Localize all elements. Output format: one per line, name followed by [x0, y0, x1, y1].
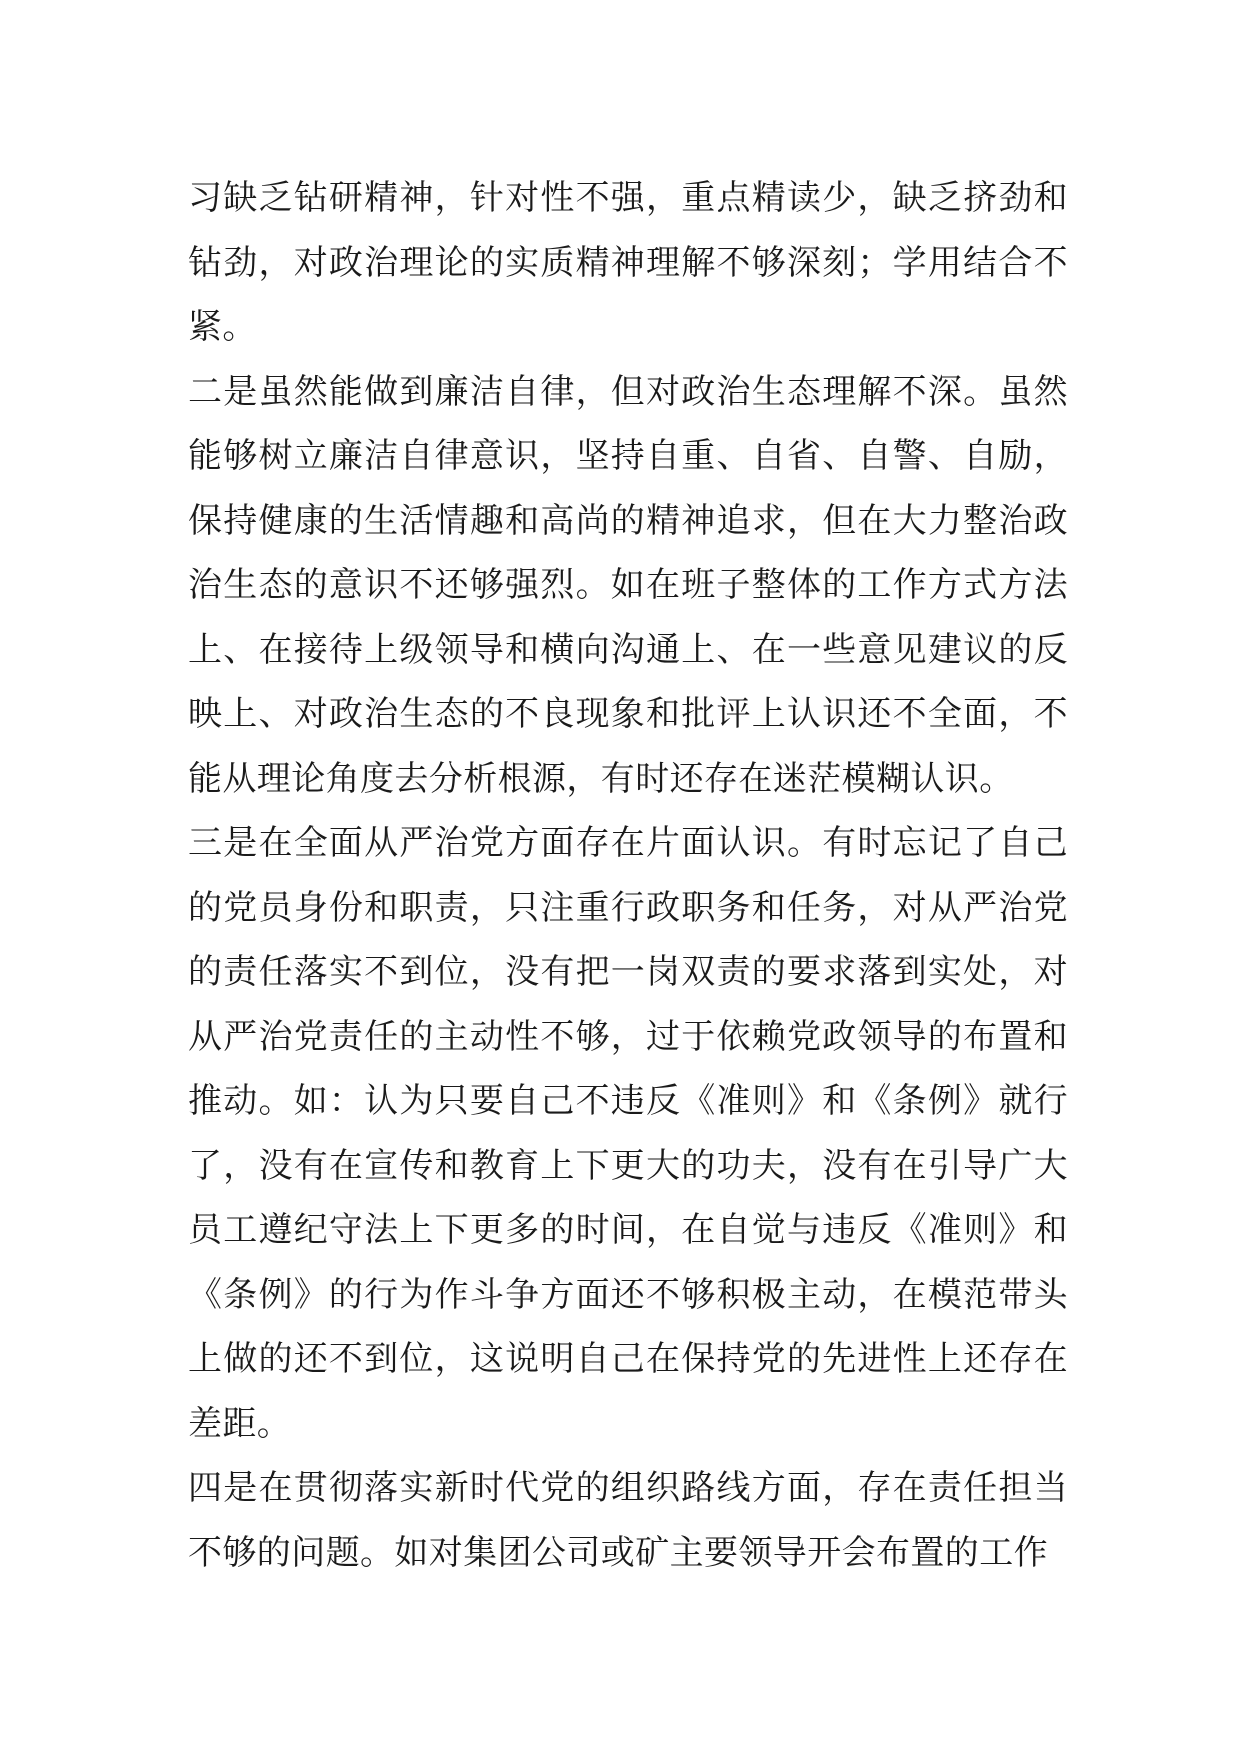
paragraph-organizational-line: 四是在贯彻落实新时代党的组织路线方面，存在责任担当不够的问题。如对集团公司或矿主要领导开会布置的工作	[188, 1468, 1068, 1573]
paragraph-integrity-self-discipline: 二是虽然能做到廉洁自律，但对政治生态理解不深。虽然能够树立廉洁自律意识，坚持自重、自省、自警、自励，保持健康的生活情趣和高尚的精神追求，但在大力整治政治生态的意识不还够强烈。如在班子整体的工作方式方法上、在接待上级领导和横向沟通上、在一些意见建议的反映上、对政治生态的不良现象和批评上认识还不全面，不能从理论角度去分析根源，有时还存在迷茫模糊认识。	[188, 371, 1068, 799]
paragraph-strict-party-governance: 三是在全面从严治党方面存在片面认识。有时忘记了自己的党员身份和职责，只注重行政职务和任务，对从严治党的责任落实不到位，没有把一岗双责的要求落到实处，对从严治党责任的主动性不够，过于依赖党政领导的布置和推动。如：认为只要自己不违反《准则》和《条例》就行了，没有在宣传和教育上下更大的功夫，没有在引导广大员工遵纪守法上下更多的时间，在自觉与违反《准则》和《条例》的行为作斗争方面还不够积极主动，在模范带头上做的还不到位，这说明自己在保持党的先进性上还存在差距。	[188, 823, 1068, 1444]
paragraph-study-continuation: 习缺乏钻研精神，针对性不强，重点精读少，缺乏挤劲和钻劲，对政治理论的实质精神理解不够深刻；学用结合不紧。	[188, 178, 1068, 347]
document-body	[188, 166, 1068, 1585]
